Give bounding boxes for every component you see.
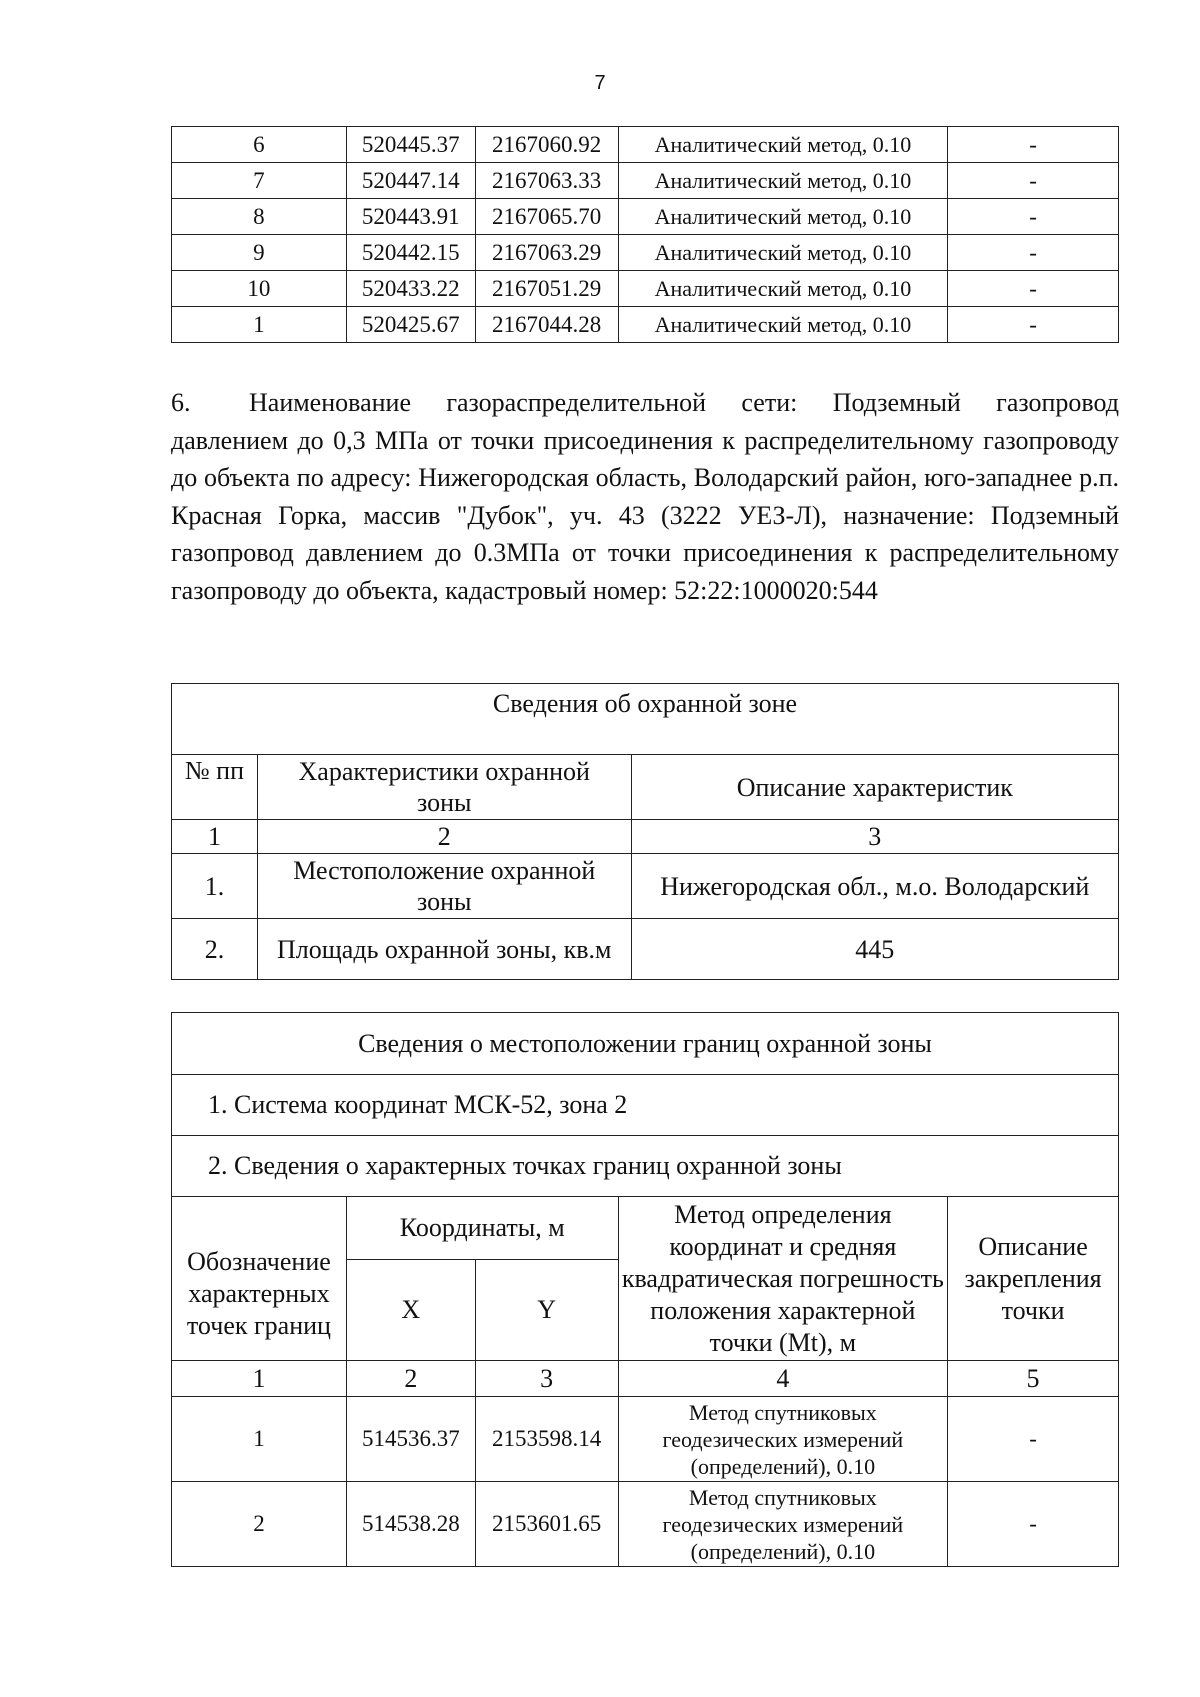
method: Аналитический метод, 0.10 [618, 307, 948, 343]
column-header-coords: Координаты, м [346, 1197, 618, 1260]
table-row [172, 854, 1119, 919]
table-row [172, 271, 1119, 307]
column-index: 3 [475, 1361, 618, 1397]
coord-x: 520443.91 [346, 199, 475, 235]
point-description: - [948, 163, 1119, 199]
column-index: 5 [948, 1361, 1119, 1397]
protection-zone-boundaries-table [171, 1012, 1119, 1567]
coord-y: 2167060.92 [475, 127, 618, 163]
coord-x: 514536.37 [346, 1397, 475, 1482]
table-row [172, 307, 1119, 343]
point-description: - [948, 307, 1119, 343]
column-header-x: X [346, 1260, 475, 1361]
point-description: - [948, 127, 1119, 163]
characteristic-name: Местоположение охранной зоны [257, 854, 631, 919]
column-index: 2 [346, 1361, 475, 1397]
table-title: Сведения о местоположении границ охранной зоны [172, 1013, 1119, 1075]
coord-y: 2167044.28 [475, 307, 618, 343]
coord-y: 2167063.29 [475, 235, 618, 271]
coordinate-system: 1. Система координат МСК-52, зона 2 [172, 1075, 1119, 1136]
characteristic-name: Площадь охранной зоны, кв.м [257, 919, 631, 980]
coord-x: 520425.67 [346, 307, 475, 343]
column-index: 4 [618, 1361, 947, 1397]
coord-y: 2167063.33 [475, 163, 618, 199]
point-description: - [948, 1397, 1119, 1482]
section-number: 6. [171, 388, 191, 417]
table-row [172, 127, 1119, 163]
characteristic-value: Нижегородская обл., м.о. Володарский [631, 854, 1118, 919]
method: Аналитический метод, 0.10 [618, 235, 948, 271]
table-title: Сведения об охранной зоне [172, 684, 1119, 755]
point-description: - [948, 1482, 1119, 1567]
method: Аналитический метод, 0.10 [618, 127, 948, 163]
point-description: - [948, 235, 1119, 271]
method: Аналитический метод, 0.10 [618, 199, 948, 235]
point-description: - [948, 199, 1119, 235]
method: Метод спутниковых геодезических измерений (определений), 0.10 [618, 1482, 947, 1567]
column-header: Характеристики охранной зоны [257, 755, 631, 820]
method: Аналитический метод, 0.10 [618, 271, 948, 307]
point-id: 8 [172, 199, 347, 235]
method: Метод спутниковых геодезических измерений (определений), 0.10 [618, 1397, 947, 1482]
column-header-method: Метод определения координат и средняя квадратическая погрешность положения характерной точки (Mt), м [618, 1197, 947, 1361]
point-id: 9 [172, 235, 347, 271]
column-index: 1 [172, 1361, 347, 1397]
page-number: 7 [594, 72, 606, 94]
point-id: 7 [172, 163, 347, 199]
coord-y: 2167051.29 [475, 271, 618, 307]
section-paragraph [171, 384, 1119, 609]
point-id: 2 [172, 1482, 347, 1567]
column-index: 3 [631, 820, 1118, 854]
table-row [172, 1397, 1119, 1482]
column-index: 2 [257, 820, 631, 854]
points-title: 2. Сведения о характерных точках границ охранной зоны [172, 1136, 1119, 1197]
point-id: 6 [172, 127, 347, 163]
point-description: - [948, 271, 1119, 307]
coordinates-table-continued [171, 126, 1119, 343]
row-number: 1. [172, 854, 258, 919]
coord-x: 520442.15 [346, 235, 475, 271]
coord-x: 520447.14 [346, 163, 475, 199]
table-row [172, 919, 1119, 980]
table-row [172, 199, 1119, 235]
table-row [172, 1482, 1119, 1567]
point-id: 1 [172, 307, 347, 343]
row-number: 2. [172, 919, 258, 980]
point-id: 10 [172, 271, 347, 307]
column-header: Описание характеристик [631, 755, 1118, 820]
column-header-point: Обозначение характерных точек границ [172, 1197, 347, 1361]
coord-x: 514538.28 [346, 1482, 475, 1567]
section-text: Наименование газораспределительной сети: Подземный газопровод давлением до 0,3 МПа от точки присоединения к распределительному газопроводу до объекта по адресу: Нижегородская область, Володарский район, юго-западнее р.п. Красная Горка, массив "Дубок", уч. 43 (3222 УЕЗ-Л), назначение: Подземный газопровод давлением до 0.3МПа от точки присоединения к распределительному газопроводу до объекта, кадастровый номер: 52:22:1000020:544 [171, 388, 1119, 605]
column-header-description: Описание закрепления точки [948, 1197, 1119, 1361]
column-header-y: Y [475, 1260, 618, 1361]
coord-y: 2153598.14 [475, 1397, 618, 1482]
coord-y: 2167065.70 [475, 199, 618, 235]
column-index: 1 [172, 820, 258, 854]
column-header: № пп [172, 755, 258, 820]
coord-x: 520433.22 [346, 271, 475, 307]
coord-x: 520445.37 [346, 127, 475, 163]
table-row [172, 163, 1119, 199]
protection-zone-info-table [171, 683, 1119, 980]
method: Аналитический метод, 0.10 [618, 163, 948, 199]
characteristic-value: 445 [631, 919, 1118, 980]
coord-y: 2153601.65 [475, 1482, 618, 1567]
table-row [172, 235, 1119, 271]
point-id: 1 [172, 1397, 347, 1482]
